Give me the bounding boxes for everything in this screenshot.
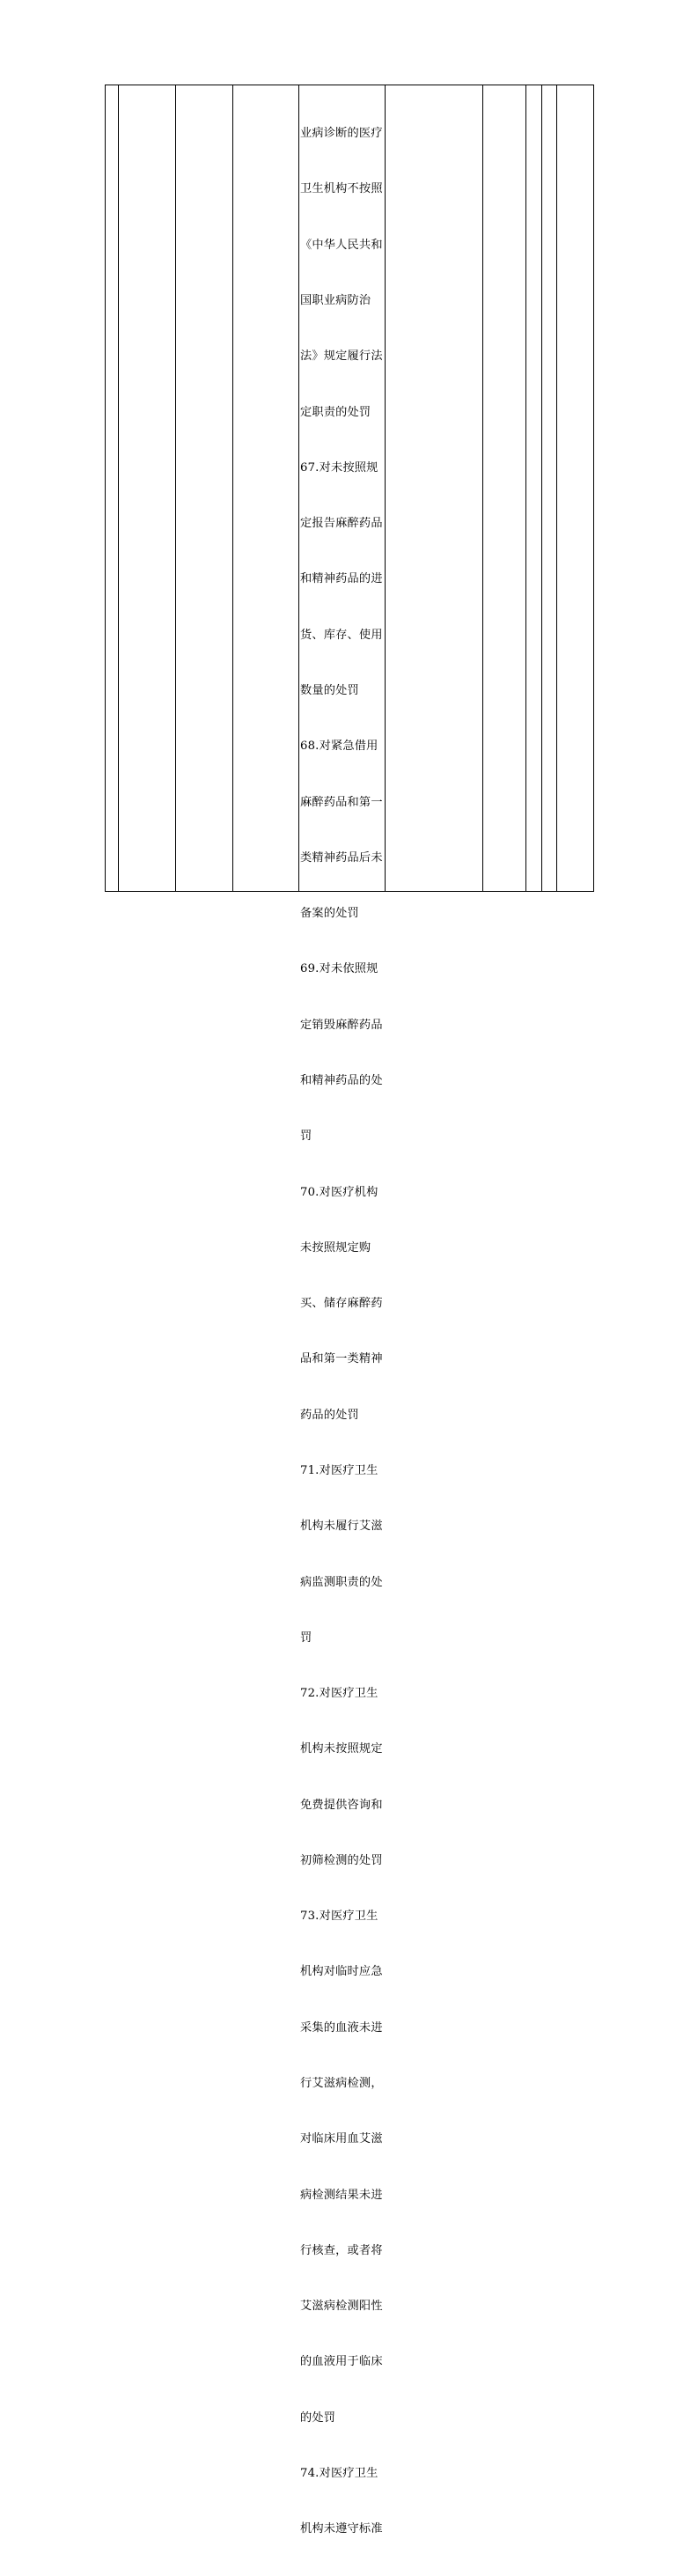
column-divider bbox=[118, 85, 119, 891]
cell-text-line: 机构未按照规定 bbox=[300, 1742, 383, 1756]
cell-text-line: 71.对医疗卫生 bbox=[300, 1463, 378, 1477]
column-divider bbox=[482, 85, 483, 891]
cell-text-line: 未按照规定购 bbox=[300, 1240, 371, 1255]
cell-text-line: 机构未遵守标准 bbox=[300, 2522, 383, 2536]
cell-text-line: 机构对临时应急 bbox=[300, 1965, 383, 1979]
cell-text-line: 类精神药品后未 bbox=[300, 850, 383, 865]
cell-text-line: 行核查，或者将 bbox=[300, 2243, 383, 2257]
column-divider bbox=[298, 85, 299, 891]
column-divider bbox=[556, 85, 557, 891]
cell-text-line: 定报告麻醉药品 bbox=[300, 517, 383, 531]
cell-text-line: 74.对医疗卫生 bbox=[300, 2467, 378, 2480]
cell-text-line: 货、库存、使用 bbox=[300, 628, 383, 642]
cell-text-line: 行艾滋病检测， bbox=[300, 2077, 383, 2091]
cell-text-line: 定销毁麻醉药品 bbox=[300, 1018, 383, 1032]
cell-text-line: 品和第一类精神 bbox=[300, 1352, 383, 1366]
cell-text-line: 病监测职责的处 bbox=[300, 1575, 383, 1589]
cell-text-line: 买、储存麻醉药 bbox=[300, 1297, 383, 1311]
column-divider bbox=[232, 85, 233, 891]
cell-text-line: 对临床用血艾滋 bbox=[300, 2132, 383, 2146]
cell-text-line: 艾滋病检测阳性 bbox=[300, 2300, 383, 2314]
cell-text-line: 68.对紧急借用 bbox=[300, 740, 378, 754]
cell-text-line: 和精神药品的进 bbox=[300, 572, 383, 586]
cell-text-line: 73.对医疗卫生 bbox=[300, 1910, 378, 1924]
penalty-items-cell bbox=[300, 87, 385, 2576]
column-divider bbox=[175, 85, 176, 891]
cell-text-line: 罚 bbox=[300, 1630, 312, 1645]
cell-text-line: 67.对未按照规 bbox=[300, 460, 378, 475]
cell-text-line: 麻醉药品和第一 bbox=[300, 795, 383, 809]
cell-text-line: 免费提供咨询和 bbox=[300, 1798, 383, 1812]
cell-text-line: 业病诊断的医疗 bbox=[300, 127, 383, 141]
cell-text-line: 初筛检测的处罚 bbox=[300, 1853, 383, 1867]
cell-text-line: 数量的处罚 bbox=[300, 684, 359, 697]
cell-text-line: 的处罚 bbox=[300, 2410, 336, 2425]
cell-text-line: 72.对医疗卫生 bbox=[300, 1687, 378, 1701]
cell-text-line: 《中华人民共和 bbox=[300, 238, 383, 252]
cell-text-line: 病检测结果未进 bbox=[300, 2188, 383, 2202]
table-frame bbox=[105, 85, 594, 2536]
cell-text-line: 采集的血液未进 bbox=[300, 2020, 383, 2035]
cell-text-line: 69.对未依照规 bbox=[300, 962, 378, 976]
cell-text-line: 的血液用于临床 bbox=[300, 2355, 383, 2369]
cell-text-line: 药品的处罚 bbox=[300, 1408, 359, 1422]
cell-text-line: 国职业病防治 bbox=[300, 294, 371, 308]
column-divider bbox=[541, 85, 542, 891]
cell-text-line: 70.对医疗机构 bbox=[300, 1185, 378, 1199]
cell-text-line: 罚 bbox=[300, 1130, 312, 1144]
cell-text-line: 卫生机构不按照 bbox=[300, 182, 383, 196]
cell-text-line: 法》规定履行法 bbox=[300, 350, 383, 364]
cell-text-line: 机构未履行艾滋 bbox=[300, 1520, 383, 1534]
column-divider bbox=[525, 85, 526, 891]
cell-text-line: 定职责的处罚 bbox=[300, 405, 371, 419]
column-divider bbox=[385, 85, 386, 891]
cell-text-line: 和精神药品的处 bbox=[300, 1073, 383, 1087]
cell-text-line: 备案的处罚 bbox=[300, 907, 359, 921]
